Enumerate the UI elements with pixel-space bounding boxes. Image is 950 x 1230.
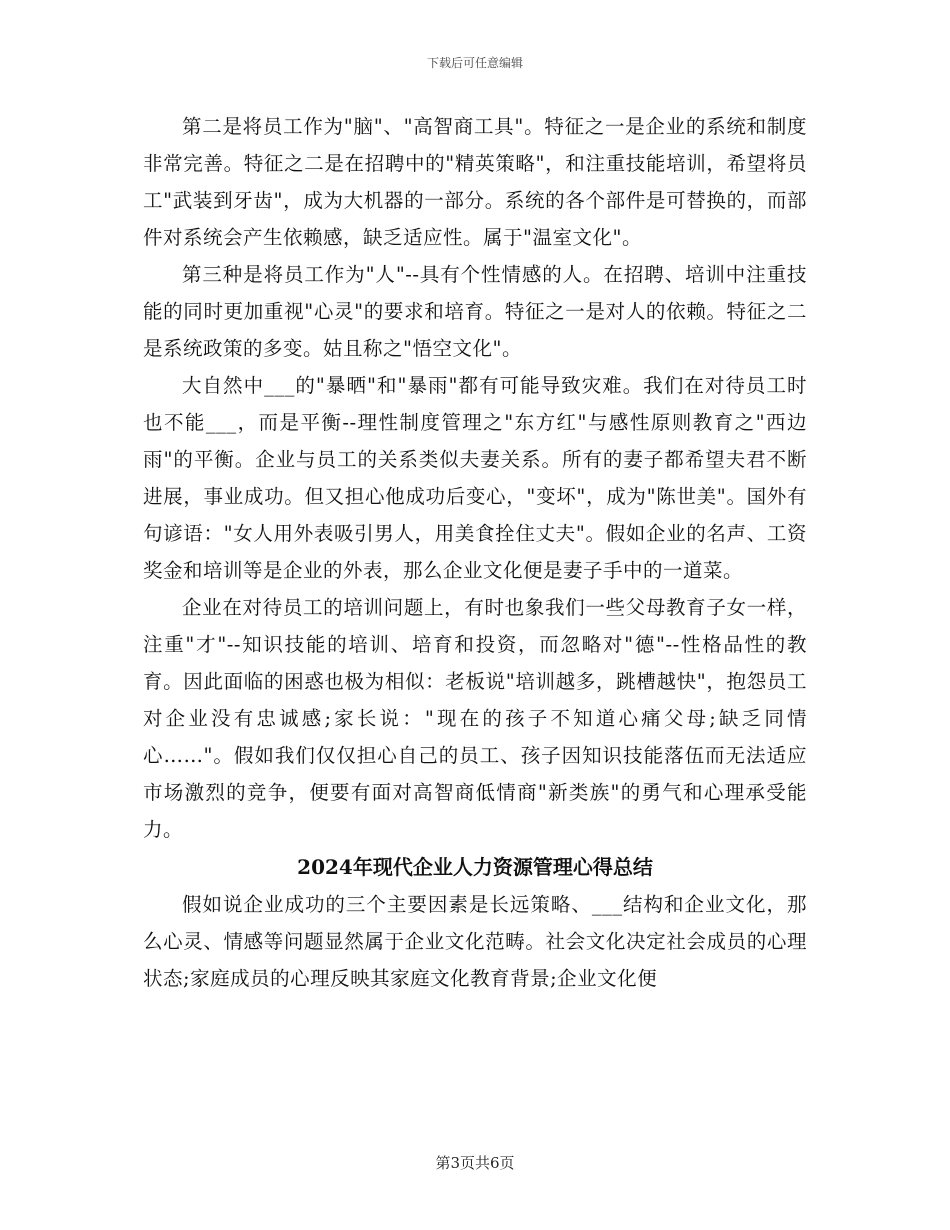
page-footer: 第3页共6页 [435,1154,515,1172]
paragraph-2: 第三种是将员工作为"人"--具有个性情感的人。在招聘、培训中注重技能的同时更加重视"心灵"的要求和培育。特征之一是对人的依赖。特征之二是系统政策的多变。姑且称之"悟空文化"。 [143,263,807,360]
paragraph-3: 大自然中___的"暴晒"和"暴雨"都有可能导致灾难。我们在对待员工时也不能___，而是平衡--理性制度管理之"东方红"与感性原则教育之"西边雨"的平衡。企业与员工的关系类似夫妻关系。所有的妻子都希望夫君不断进展，事业成功。但又担心他成功后变心，"变坏"，成为"陈世美"。国外有句谚语："女人用外表吸引男人，用美食拴住丈夫"。假如企业的名声、工资奖金和培训等是企业的外表，那么企业文化便是妻子手中的一道菜。 [143,374,807,582]
section-title: 2024年现代企业人力资源管理心得总结 [297,855,653,879]
paragraph-4: 企业在对待员工的培训问题上，有时也象我们一些父母教育子女一样，注重"才"--知识技能的培训、培育和投资，而忽略对"德"--性格品性的教育。因此面临的困惑也极为相似：老板说"培训越多，跳槽越快"，抱怨员工对企业没有忠诚感;家长说："现在的孩子不知道心痛父母;缺乏同情心……"。假如我们仅仅担心自己的员工、孩子因知识技能落伍而无法适应市场激烈的竞争，便要有面对高智商低情商"新类族"的勇气和心理承受能力。 [143,596,807,841]
paragraph-5: 假如说企业成功的三个主要因素是长远策略、___结构和企业文化，那么心灵、情感等问题显然属于企业文化范畴。社会文化决定社会成员的心理状态;家庭成员的心理反映其家庭文化教育背景;企业文化便 [143,893,807,990]
page-header: 下载后可任意编辑 [426,56,523,70]
document-body [143,108,807,997]
paragraph-1: 第二是将员工作为"脑"、"高智商工具"。特征之一是企业的系统和制度非常完善。特征之二是在招聘中的"精英策略"，和注重技能培训，希望将员工"武装到牙齿"，成为大机器的一部分。系统的各个部件是可替换的，而部件对系统会产生依赖感，缺乏适应性。属于"温室文化"。 [143,115,807,249]
